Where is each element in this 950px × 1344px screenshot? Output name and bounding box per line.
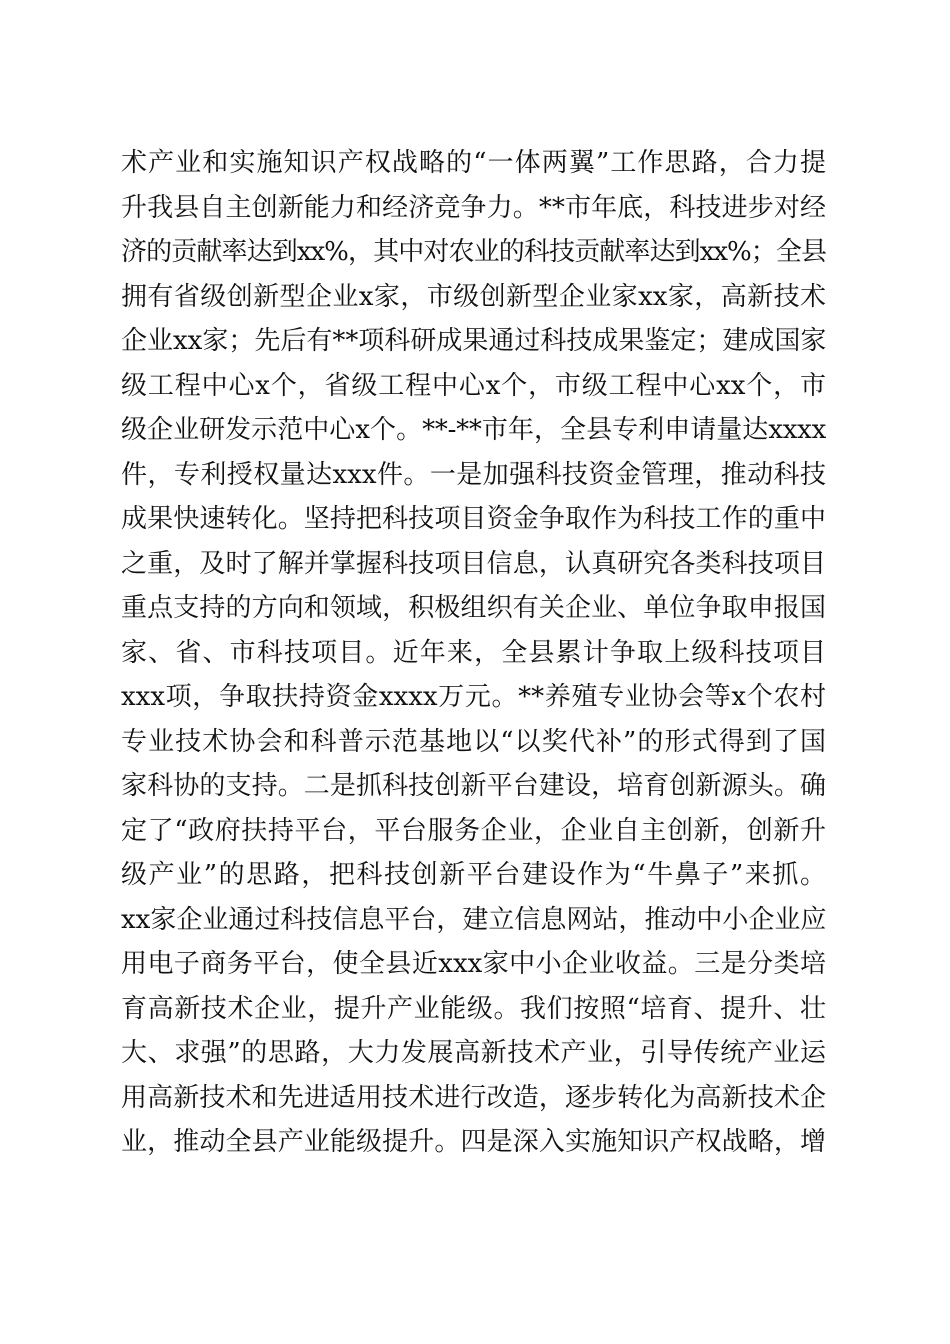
text-line-8: 件，专利授权量达xxx件。一是加强科技资金管理，推动科技 (121, 459, 826, 490)
text-line-22: 用高新技术和先进适用技术进行改造，逐步转化为高新技术企 (121, 1082, 826, 1113)
text-line-17: 级产业”的思路，把科技创新平台建设作为“牛鼻子”来抓。 (121, 860, 826, 890)
text-line-16: 定了“政府扶持平台，平台服务企业，企业自主创新，创新升 (121, 815, 826, 846)
body-paragraph (121, 141, 826, 1165)
text-line-18: xx家企业通过科技信息平台，建立信息网站，推动中小企业应 (121, 904, 827, 935)
text-line-14: 专业技术协会和科普示范基地以“以奖代补”的形式得到了国 (121, 726, 826, 757)
text-line-13: xxx项，争取扶持资金xxxx万元。**养殖专业协会等x个农村 (121, 682, 826, 712)
text-line-3: 济的贡献率达到xx%，其中对农业的科技贡献率达到xx%；全县 (121, 237, 826, 267)
text-line-1: 术产业和实施知识产权战略的“一体两翼”工作思路，合力提 (121, 148, 826, 178)
text-line-4: 拥有省级创新型企业x家，市级创新型企业家xx家，高新技术 (121, 281, 826, 312)
text-line-2: 升我县自主创新能力和经济竞争力。**市年底，科技进步对经 (121, 192, 826, 223)
text-line-11: 重点支持的方向和领域，积极组织有关企业、单位争取申报国 (121, 593, 826, 623)
text-line-6: 级工程中心x个，省级工程中心x个，市级工程中心xx个，市 (121, 370, 826, 401)
text-line-7: 级企业研发示范中心x个。**-**市年，全县专利申请量达xxxx (121, 415, 826, 445)
text-line-15: 家科协的支持。二是抓科技创新平台建设，培育创新源头。确 (121, 771, 826, 801)
text-line-19: 用电子商务平台，使全县近xxx家中小企业收益。三是分类培 (121, 949, 826, 979)
text-line-9: 成果快速转化。坚持把科技项目资金争取作为科技工作的重中 (121, 504, 826, 534)
text-line-21: 大、求强”的思路，大力发展高新技术产业，引导传统产业运 (121, 1038, 826, 1068)
text-line-5: 企业xx家；先后有**项科研成果通过科技成果鉴定；建成国家 (121, 326, 827, 356)
text-line-10: 之重，及时了解并掌握科技项目信息，认真研究各类科技项目 (121, 548, 826, 579)
text-line-23: 业，推动全县产业能级提升。四是深入实施知识产权战略，增 (121, 1127, 826, 1157)
text-line-12: 家、省、市科技项目。近年来，全县累计争取上级科技项目 (121, 637, 826, 668)
text-line-20: 育高新技术企业，提升产业能级。我们按照“培育、提升、壮 (121, 993, 826, 1024)
